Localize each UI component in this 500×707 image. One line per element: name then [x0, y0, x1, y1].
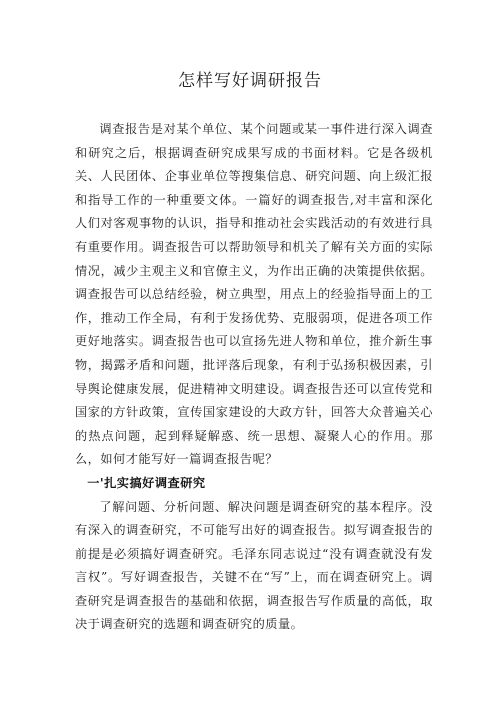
section-1-paragraph: 了解问题、分析问题、解决问题是调查研究的基本程序。没有深入的调查研究，不可能写出好的调查报告。拟写调查报告的前提是必须搞好调查研究。毛泽东同志说过“没有调查就没有发言权”。写好调查报告，关键不在“写”上，而在调查研究上。调查研究是调查报告的基础和依据，调查报告写作质量的高低，取决于调查研究的选题和调查研究的质量。: [75, 499, 433, 632]
document-body: [75, 118, 433, 637]
intro-paragraph: 调查报告是对某个单位、某个问题或某一事件进行深入调查和研究之后，根据调查研究成果写成的书面材料。它是各级机关、人民团体、企事业单位等搜集信息、研究问题、向上级汇报和指导工作的一种重要文体。一篇好的调查报告,对丰富和深化人们对客观事物的认识，指导和推动社会实践活动的有效进行具有重要作用。调查报告可以帮助领导和机关了解有关方面的实际情况，减少主观主义和官僚主义，为作出正确的决策提供依据。调查报告可以总结经验，树立典型，用点上的经验指导面上的工作，推动工作全局，有利于发扬优势、克服弱项，促进各项工作更好地落实。调查报告也可以宣扬先进人物和单位，推介新生事物，揭露矛盾和问题，批评落后现象，有利于弘扬积极因素，引导舆论健康发展，促进精神文明建设。调查报告还可以宣传党和国家的方针政策，宣传国家建设的大政方针，回答大众普遍关心的热点问题，起到释疑解惑、统一思想、凝聚人心的作用。那么，如何才能写好一篇调查报告呢？: [75, 122, 433, 467]
section-heading-1: 一'扎实搞好调查研究: [87, 475, 206, 490]
document-title: 怎样写好调研报告: [178, 71, 322, 91]
